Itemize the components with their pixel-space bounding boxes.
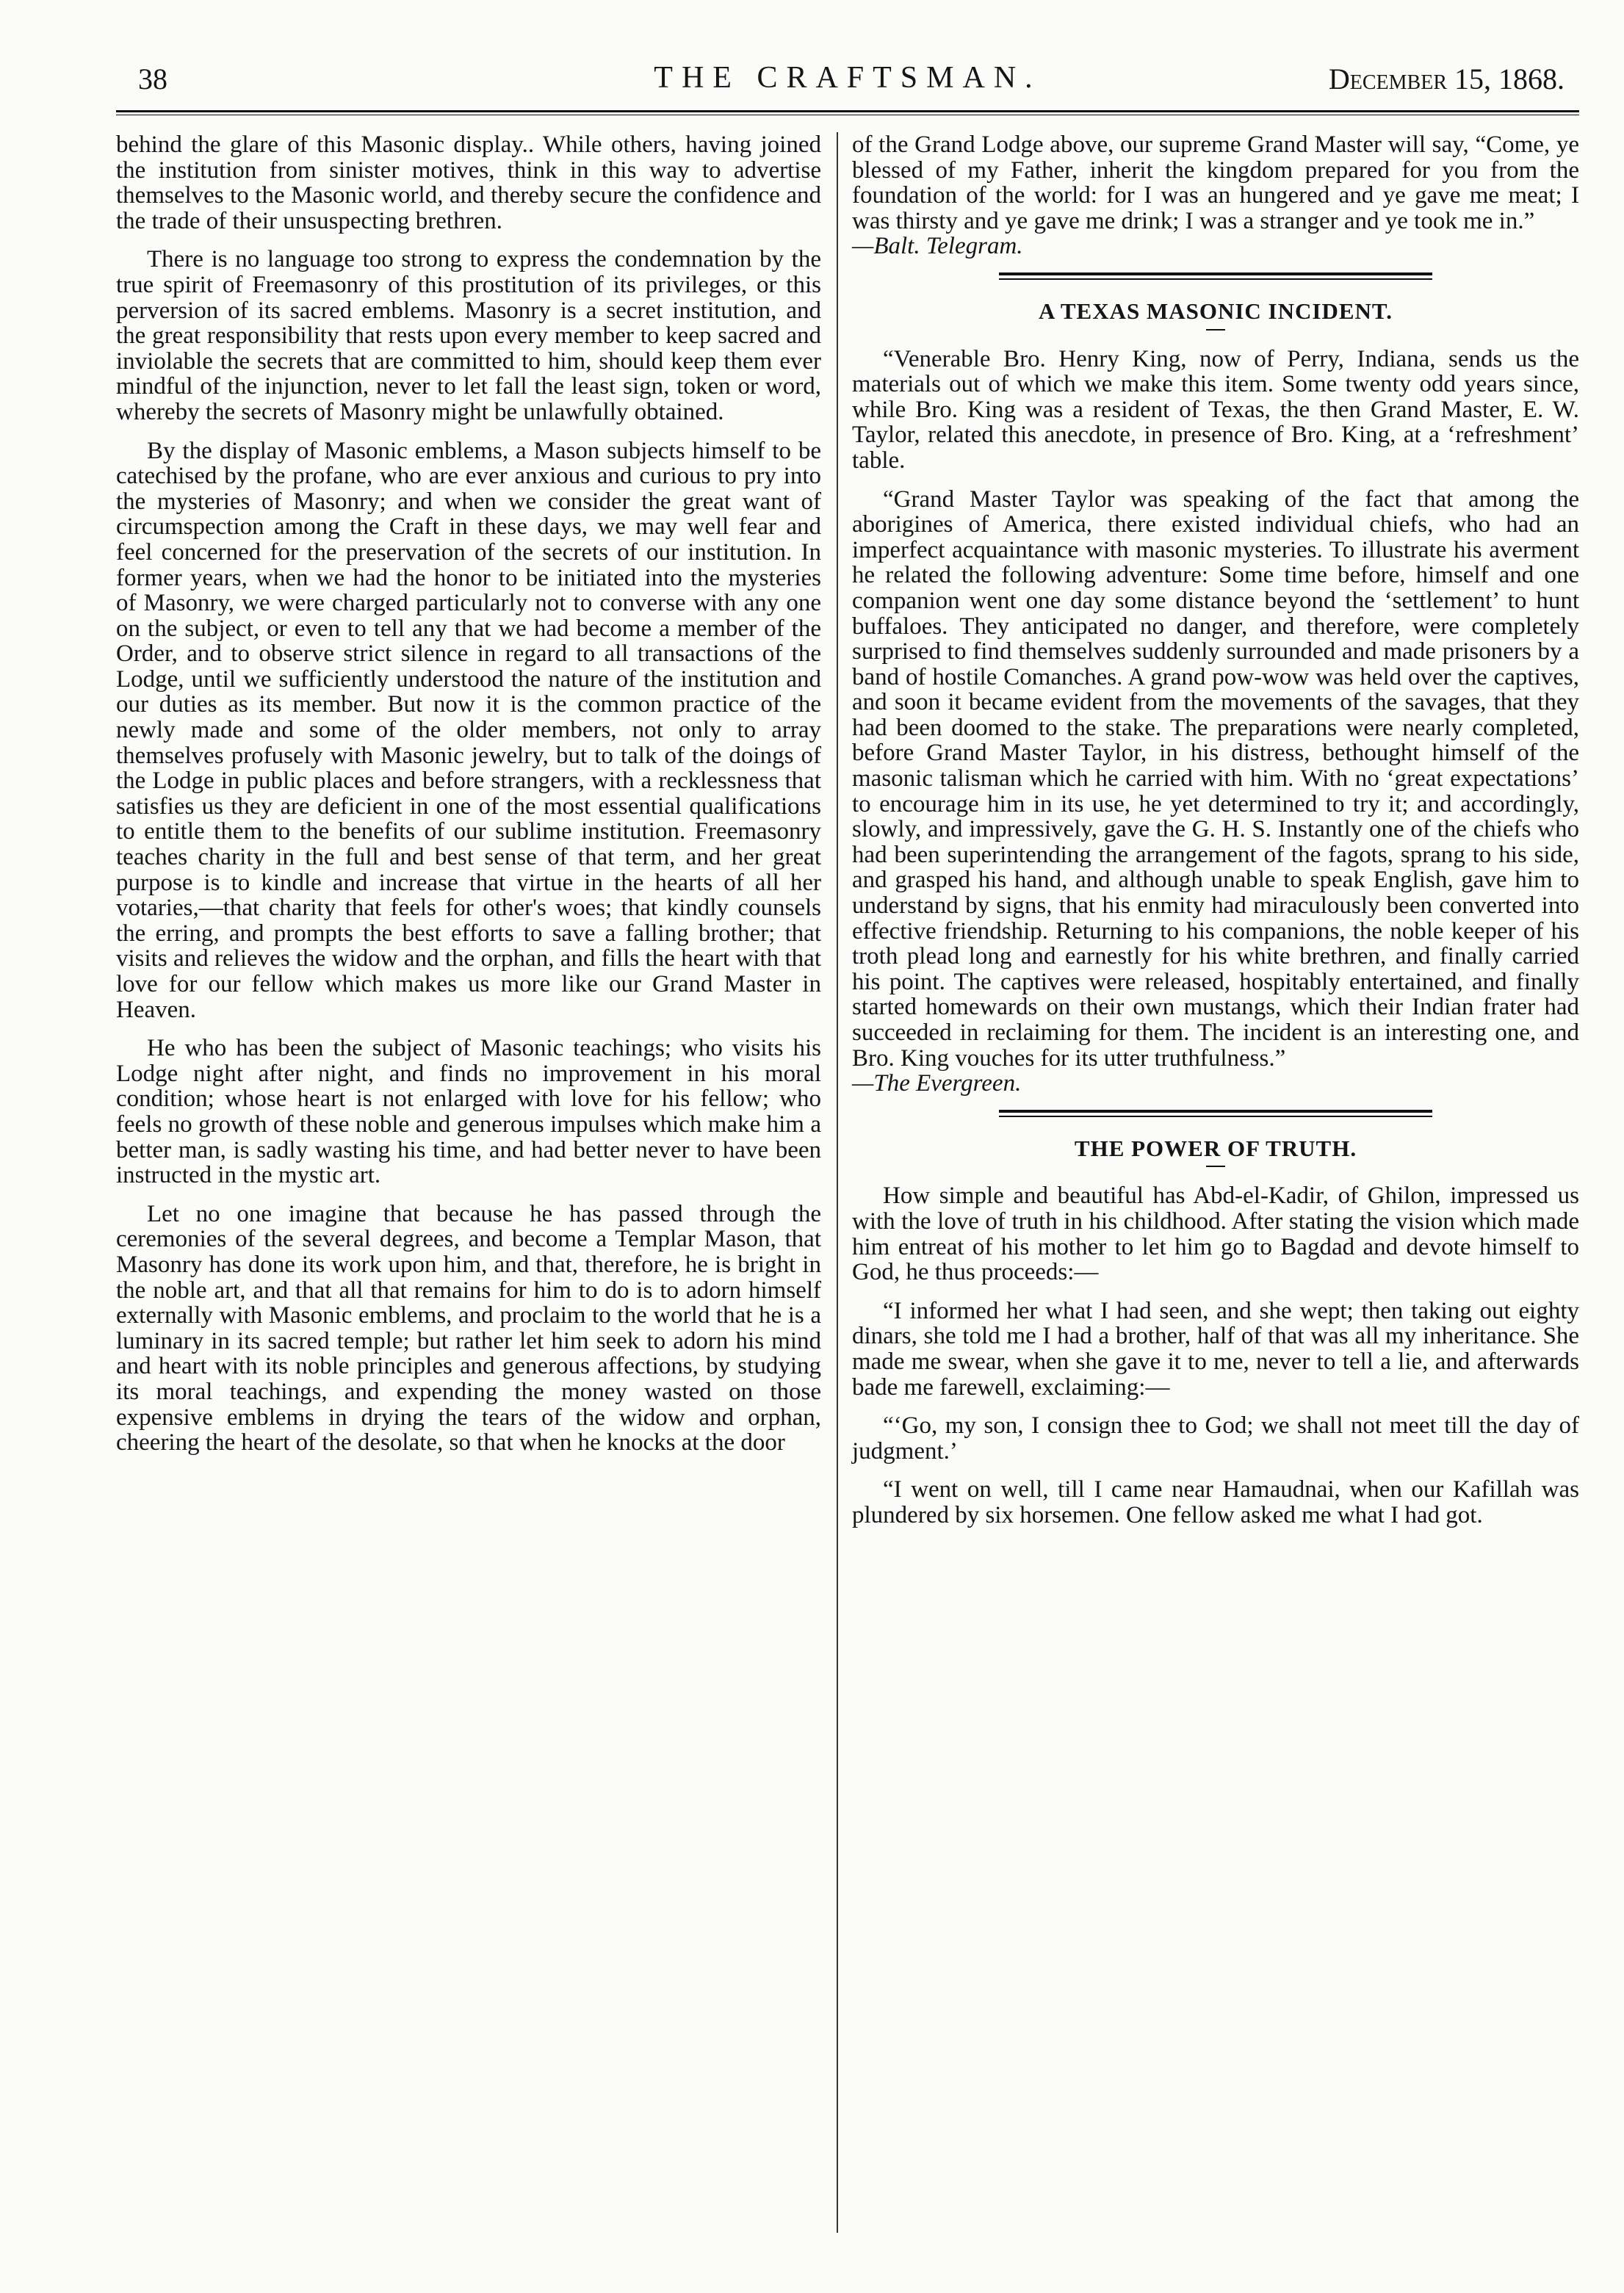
paragraph: Let no one imagine that because he has passed through the ceremonies of the several degrees, and become a Templar Mason, that Masonry has done its work upon him, and that, therefore, he is bright in the noble art, and that all that remains for him to do is to adorn himself externally with Masonic emblems, and proclaim to the world that he is a luminary in its sacred temple; but rather let him seek to adorn his mind and heart with its noble principles and generous affections, by studying its moral teachings, and expending the money wasted on those expensive emblems in drying the tears of the widow and orphan, cheering the heart of the desolate, so that when he knocks at the door <box>116 1200 821 1456</box>
paragraph: “‘Go, my son, I consign thee to God; we shall not meet till the day of judgment.’ <box>852 1412 1579 1465</box>
page-number: 38 <box>138 62 167 95</box>
newspaper-page <box>116 59 1579 2255</box>
left-column <box>116 132 821 1469</box>
article-title: THE POWER OF TRUTH. <box>1074 1135 1357 1161</box>
source-credit: —Balt. Telegram. <box>852 233 1023 260</box>
right-column <box>852 132 1579 1542</box>
paragraph: “I informed her what I had seen, and she wept; then taking out eighty dinars, she told me I had a brother, half of that was all my inheritance. She made me swear, when she gave it to me, never to tell a lie, and afterwards bade me farewell, exclaiming:— <box>852 1297 1579 1401</box>
paragraph: behind the glare of this Masonic display.. While others, having joined the institution from sinister motives, think in this way to advertise themselves to the Masonic world, and thereby secure the confidence and the trade of their unsuspecting brethren. <box>116 131 821 234</box>
running-head <box>116 59 1579 112</box>
issue-date: December 15, 1868. <box>1328 62 1565 95</box>
paragraph: By the display of Masonic emblems, a Mason subjects himself to be catechised by the profane, who are ever anxious and curious to pry into the mysteries of Masonry; and when we consider the great want of circumspection among the Craft in these days, we may well fear and feel concerned for the preservation of the secrets of our institution. In former years, when we had the honor to be initiated into the mysteries of Masonry, we were charged particularly not to converse with any one on the subject, or even to tell any that we had become a member of the Order, and to observe strict silence in regard to all transactions of the Lodge, until we sufficiently understood the nature of the institution and our duties as its member. But now it is the common practice of the newly made and some of the older members, not only to array themselves profusely with Masonic jewelry, but to talk of the doings of the Lodge in public places and before strangers, with a recklessness that satisfies us they are deficient in one of the most essential qualifications to entitle them to the benefits of our sublime institution. Freemasonry teaches charity in the full and best sense of that term, and her great purpose is to kindle and increase that virtue in the hearts of all her votaries,—that charity that feels for other's woes; that kindly counsels the erring, and prompts the best efforts to save a falling brother; that visits and relieves the widow and the orphan, and fills the heart with that love for our fellow which makes us more like our Grand Master in Heaven. <box>116 437 821 1023</box>
section-rule <box>999 272 1432 280</box>
source-credit: —The Evergreen. <box>852 1070 1022 1097</box>
paragraph: He who has been the subject of Masonic teachings; who visits his Lodge night after night, and finds no improvement in his moral condition; whose heart is not enlarged with love for his fellow; who feels no growth of these noble and generous impulses which make him a better man, is sadly wasting his time, and had better never to have been instructed in the mystic art. <box>116 1035 821 1189</box>
section-rule <box>999 1110 1432 1117</box>
paragraph: “Venerable Bro. Henry King, now of Perry, Indiana, sends us the materials out of which we make this item. Some twenty odd years since, while Bro. King was a resident of Texas, the then Grand Master, E. W. Taylor, related this anecdote, in presence of Bro. King, at a ‘refreshment’ table. <box>852 345 1579 474</box>
article-title: A TEXAS MASONIC INCIDENT. <box>1038 297 1393 324</box>
columns <box>116 132 1579 2255</box>
title-dash <box>1206 329 1225 331</box>
paragraph: “Grand Master Taylor was speaking of the fact that among the aborigines of America, there existed individual chiefs, who had an imperfect acquaintance with masonic mysteries. To illustrate his averment he related the following adventure: Some time before, himself and one companion went one day some distance beyond the ‘settlement’ to hunt buffaloes. They anticipated no danger, and therefore, were completely surprised to find themselves suddenly surrounded and made prisoners by a band of hostile Comanches. A grand pow-wow was held over the captives, and soon it became evident from the movements of the savages, that they had been doomed to the stake. The preparations were nearly completed, before Grand Master Taylor, in his distress, bethought himself of the masonic talisman which he carried with him. With no ‘great expectations’ to encourage him in its use, he yet determined to try it; and accordingly, slowly, and impressively, gave the G. H. S. Instantly one of the chiefs who had been superintending the arrangement of the fagots, sprang to his side, and grasped his hand, and although unable to speak English, gave him to understand by signs, that his enmity had miraculously been converted into effective friendship. Returning to his companions, the noble keeper of his troth plead long and earnestly for his white brethren, and finally carried his point. The captives were released, hospitably entertained, and finally started homewards on their own mustangs, which their Indian frater had succeeded in reclaiming for them. The incident is an interesting one, and Bro. King vouches for its utter truthfulness.” <box>852 485 1579 1072</box>
paragraph: How simple and beautiful has Abd-el-Kadir, of Ghilon, impressed us with the love of truth in his childhood. After stating the vision which made him entreat of his mother to let him go to Bagdad and devote himself to God, he thus proceeds:— <box>852 1182 1579 1286</box>
paragraph: There is no language too strong to express the condemnation by the true spirit of Freemasonry of this prostitution of its privileges, or this perversion of its sacred emblems. Masonry is a secret institution, and the great responsibility that rests upon every member to keep sacred and inviolable the secrets that are committed to him, should keep them ever mindful of the injunction, never to let fall the least sign, token or word, whereby the secrets of Masonry might be unlawfully obtained. <box>116 246 821 425</box>
column-divider <box>837 132 838 2233</box>
header-rule <box>116 110 1579 115</box>
paragraph: of the Grand Lodge above, our supreme Grand Master will say, “Come, ye blessed of my Father, inherit the kingdom prepared for you from the foundation of the world: for I was an hungered and ye gave me meat; I was thirsty and ye gave me drink; I was a stranger and ye took me in.” <box>852 131 1579 234</box>
paragraph: “I went on well, till I came near Hamaudnai, when our Kafillah was plundered by six horsemen. One fellow asked me what I had got. <box>852 1476 1579 1528</box>
title-dash <box>1206 1166 1225 1167</box>
journal-title: THE CRAFTSMAN. <box>654 61 1042 95</box>
